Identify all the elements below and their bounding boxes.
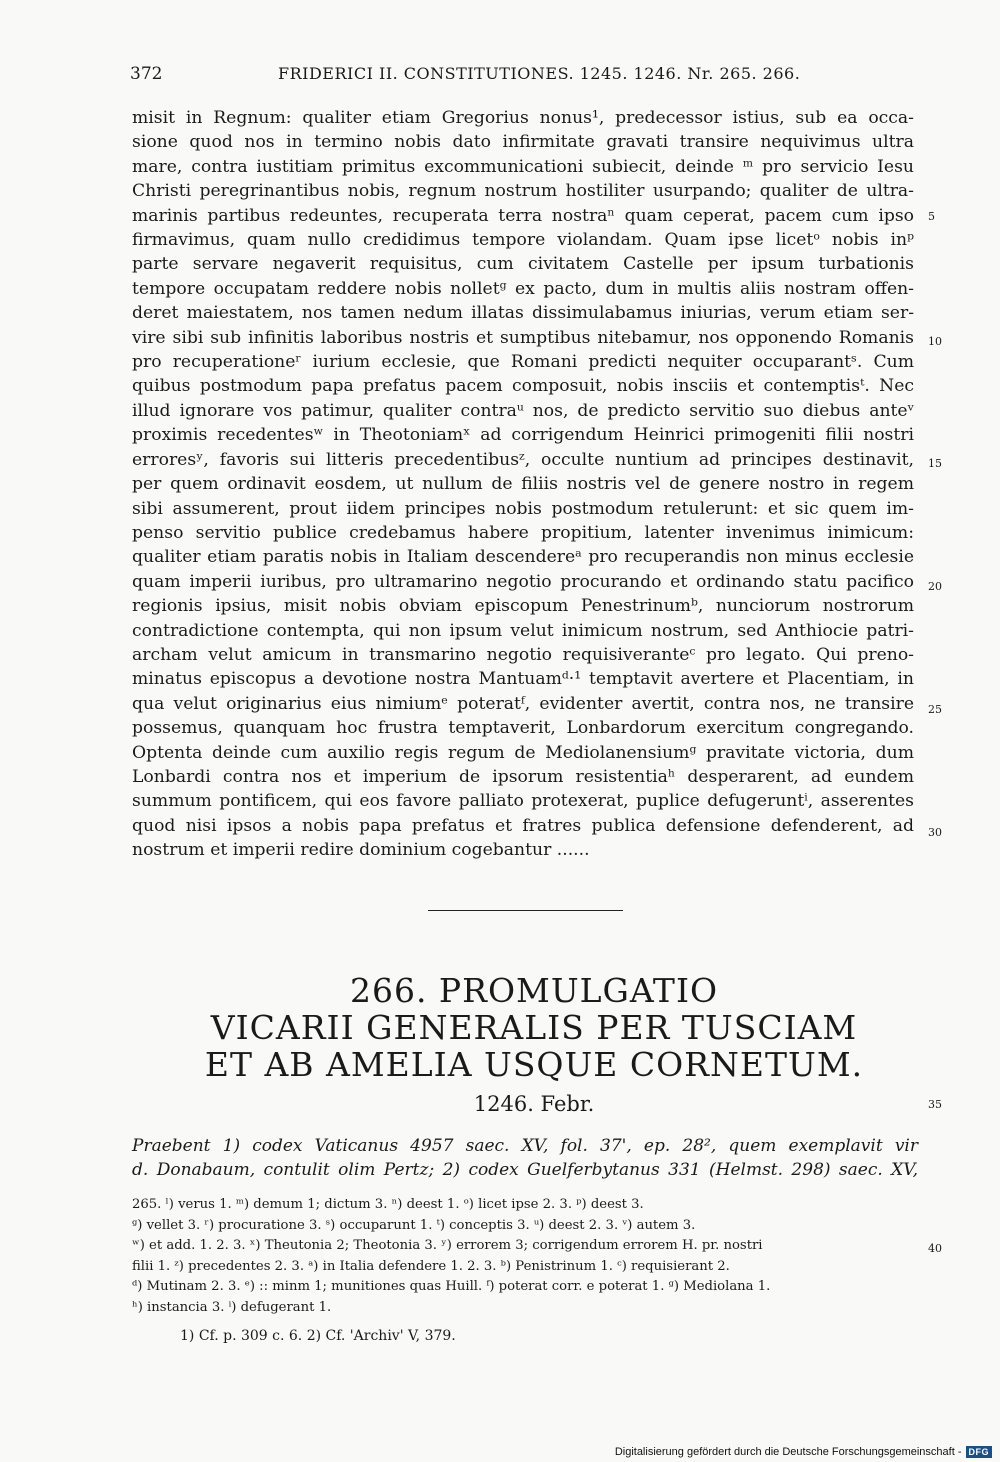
- text-line: quam imperii iuribus, pro ultramarino negotio procurando et ordinando statu pacifico: [132, 571, 914, 592]
- apparatus-line: ᵈ) Mutinam 2. 3. ᵉ) :: minm 1; munitiones quas Huill. ᶠ) poterat corr. e poterat 1. ᵍ) Mediolana 1.: [132, 1279, 771, 1295]
- line-number: 5: [928, 210, 935, 223]
- text-line: nostrum et imperii redire dominium cogebantur ......: [132, 840, 590, 861]
- digitization-credit: [615, 1446, 992, 1458]
- source-line: d. Donabaum, contulit olim Pertz; 2) codex Guelferbytanus 331 (Helmst. 298) saec. XV,: [132, 1160, 918, 1180]
- text-line: Christi peregrinantibus nobis, regnum nostrum hostiliter usurpando; qualiter de ultra-: [132, 181, 914, 202]
- text-line: contradictione contempta, qui non ipsum velut inimicum nostrum, sed Anthiocie patri-: [132, 620, 914, 641]
- running-title: FRIDERICI II. CONSTITUTIONES. 1245. 1246. Nr. 265. 266.: [278, 64, 801, 83]
- apparatus-line: ʷ) et add. 1. 2. 3. ˣ) Theutonia 2; Theotonia 3. ʸ) errorem 3; corrigendum errorem H. pr. nostri: [132, 1238, 763, 1254]
- text-line: regionis ipsius, misit nobis obviam episcopum Penestrinumᵇ, nunciorum nostrorum: [132, 596, 914, 617]
- page-number: 372: [130, 64, 163, 84]
- line-number: 25: [928, 703, 942, 716]
- text-line: quod nisi ipsos a nobis papa prefatus et fratres publica defensione defenderent, ad: [132, 815, 914, 836]
- line-number: 35: [928, 1098, 942, 1111]
- section-title-line: 266. PROMULGATIO: [349, 971, 719, 1010]
- text-line: proximis recedentesʷ in Theotoniamˣ ad corrigendum Heinrici primogeniti filii nostri: [132, 425, 914, 446]
- text-line: illud ignorare vos patimur, qualiter contraᵘ nos, de predicto servitio suo diebus anteᵛ: [132, 400, 914, 421]
- text-line: archam velut amicum in transmarino negotio requisiveranteᶜ pro legato. Qui preno-: [132, 644, 914, 665]
- line-number: 20: [928, 580, 942, 593]
- apparatus-line: filii 1. ᶻ) precedentes 2. 3. ᵃ) in Italia defendere 1. 2. 3. ᵇ) Penistrinum 1. ᶜ) requisierant 2.: [132, 1258, 730, 1274]
- line-number: 15: [928, 457, 942, 470]
- text-line: possemus, quanquam hoc frustra temptaverit, Lonbardorum exercitum congregando.: [132, 718, 914, 739]
- text-line: firmavimus, quam nullo credidimus tempore violandam. Quam ipse licetᵒ nobis inᵖ: [132, 230, 914, 251]
- text-line: per quem ordinavit eosdem, ut nullum de filiis nostris vel de genere nostro in regem: [132, 474, 914, 495]
- section-title-line: VICARII GENERALIS PER TUSCIAM: [210, 1008, 858, 1047]
- line-number: 40: [928, 1242, 942, 1255]
- footnotes: 1) Cf. p. 309 c. 6. 2) Cf. 'Archiv' V, 379.: [180, 1328, 456, 1344]
- text-line: parte servare negaverit requisitus, cum civitatem Castelle per ipsum turbationis: [132, 254, 914, 275]
- text-line: misit in Regnum: qualiter etiam Gregorius nonus¹, predecessor istius, sub ea occa-: [132, 108, 914, 128]
- text-line: qua velut originarius eius nimiumᵉ poteratᶠ, evidenter avertit, contra nos, ne transire: [132, 693, 914, 714]
- text-line: marinis partibus redeuntes, recuperata terra nostraⁿ quam ceperat, pacem cum ipso: [132, 205, 914, 226]
- section-date: 1246. Febr.: [473, 1092, 595, 1116]
- text-line: penso servitio publice credebamus habere propitium, latenter invenimus inimicum:: [132, 522, 914, 543]
- source-description: [132, 1134, 918, 1182]
- section-title: [130, 972, 938, 1083]
- dfg-logo: DFG: [966, 1446, 993, 1458]
- text-line: quibus postmodum papa prefatus pacem composuit, nobis insciis et contemptisᵗ. Nec: [132, 376, 914, 397]
- text-line: minatus episcopus a devotione nostra Mantuamᵈ·¹ temptavit avertere et Placentiam, in: [132, 669, 914, 690]
- text-line: tempore occupatam reddere nobis nolletᵍ ex pacto, dum in multis aliis nostram offen-: [132, 278, 914, 299]
- apparatus-line: 265. ˡ) verus 1. ᵐ) demum 1; dictum 3. ⁿ) deest 1. ᵒ) licet ipse 2. 3. ᵖ) deest 3.: [132, 1197, 644, 1212]
- body-text: [132, 106, 914, 863]
- text-line: Lonbardi contra nos et imperium de ipsorum resistentiaʰ desperarent, ad eundem: [132, 766, 914, 787]
- text-line: sione quod nos in termino nobis dato infirmitate gravati transire nequivimus ultra: [132, 132, 914, 153]
- text-line: pro recuperationeʳ iurium ecclesie, que Romani predicti nequiter occuparantˢ. Cum: [132, 352, 914, 373]
- text-line: mare, contra iustitiam primitus excommunicationi subiecit, deinde ᵐ pro servicio Iesu: [132, 156, 914, 177]
- text-line: Optenta deinde cum auxilio regis regum de Mediolanensiumᵍ pravitate victoria, dum: [132, 742, 914, 763]
- text-line: summum pontificem, qui eos favore palliato protexerat, puplice defugeruntⁱ, asserentes: [132, 791, 914, 812]
- text-line: erroresʸ, favoris sui litteris precedentibusᶻ, occulte nuntium ad principes destinavit,: [132, 449, 914, 470]
- apparatus-line: ʰ) instancia 3. ⁱ) defugerant 1.: [132, 1299, 332, 1315]
- apparatus-line: ᵍ) vellet 3. ʳ) procuratione 3. ˢ) occuparunt 1. ᵗ) conceptis 3. ᵘ) deest 2. 3. ᵛ) autem 3.: [132, 1217, 696, 1233]
- section-divider: [428, 910, 623, 911]
- text-line: vire sibi sub infinitis laboribus nostris et sumptibus nitebamur, nos opponendo Romanis: [132, 327, 914, 348]
- critical-apparatus: [132, 1195, 918, 1319]
- line-number: 30: [928, 826, 942, 839]
- text-line: sibi assumerent, prout iidem principes nobis postmodum retulerunt: et sic quem im-: [132, 498, 914, 519]
- text-line: qualiter etiam paratis nobis in Italiam descendereᵃ pro recuperandis non minus ecclesie: [132, 547, 914, 568]
- credit-text: Digitalisierung gefördert durch die Deutsche Forschungsgemeinschaft -: [614, 1446, 962, 1458]
- source-line: Praebent 1) codex Vaticanus 4957 saec. XV, fol. 37', ep. 28², quem exemplavit vir: [132, 1136, 918, 1156]
- line-number: 10: [928, 335, 942, 348]
- section-title-line: ET AB AMELIA USQUE CORNETUM.: [204, 1045, 864, 1084]
- text-line: deret maiestatem, nos tamen nedum illatas dissimulabamus iniurias, verum etiam ser-: [132, 303, 914, 324]
